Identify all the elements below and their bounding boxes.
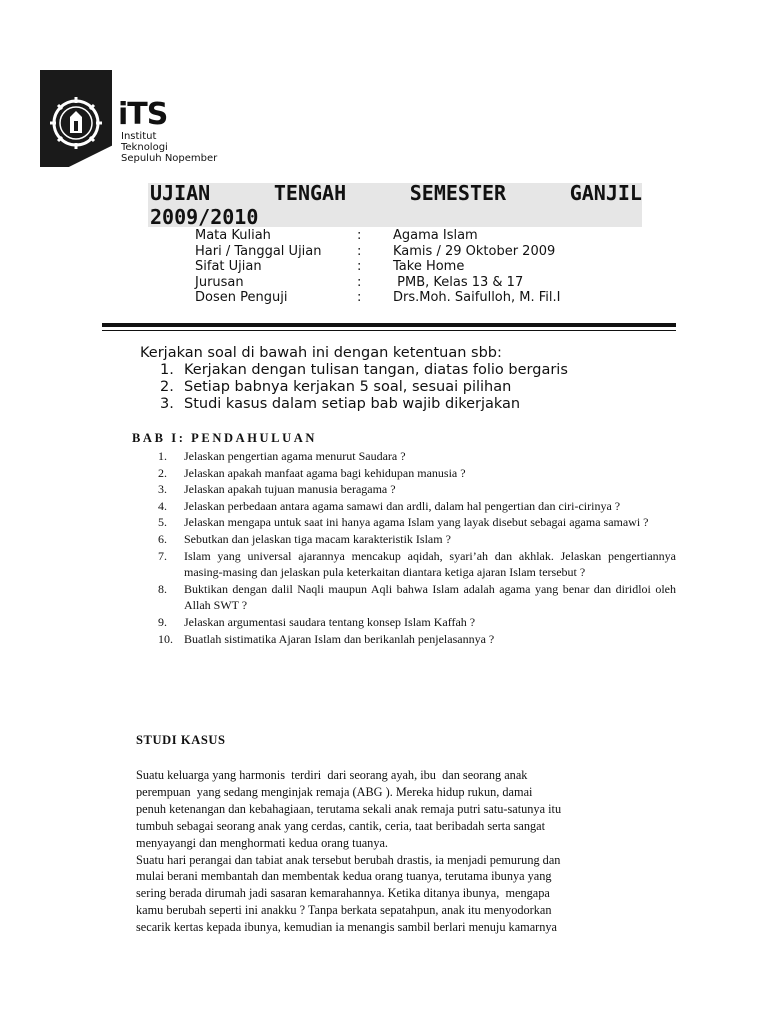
- question-item: [150, 465, 676, 482]
- info-colon: :: [357, 228, 362, 243]
- question-text: Jelaskan pengertian agama menurut Saudara ?: [184, 449, 406, 463]
- instruction-item: [160, 396, 568, 413]
- question-text: Jelaskan argumentasi saudara tentang konsep Islam Kaffah ?: [184, 614, 476, 629]
- logo-line: Teknologi: [121, 142, 168, 153]
- question-item: [150, 531, 676, 548]
- info-key: Jurusan: [195, 274, 244, 290]
- logo-line: Sepuluh Nopember: [121, 153, 218, 164]
- question-item: [150, 498, 676, 515]
- exam-info-table: [195, 228, 560, 306]
- title-word: TENGAH: [273, 181, 347, 205]
- info-colon: :: [357, 259, 362, 274]
- question-text: Jelaskan apakah manfaat agama bagi kehidupan manusia ?: [184, 465, 466, 480]
- its-wordmark: iTS: [118, 97, 168, 132]
- question-text: Jelaskan mengapa untuk saat ini hanya agama Islam yang layak disebut sebagai agama samawi ?: [184, 515, 649, 530]
- header-divider-thin: [102, 330, 676, 331]
- info-row: [195, 275, 560, 291]
- question-text: Islam yang universal ajarannya mencakup aqidah, syari’ah dan akhlak. Jelaskan pengertiannya masing-masing dan jelaskan pula keterkaitan diantara ketiga ajaran Islam tersebut ?: [184, 548, 676, 580]
- question-number: 1.: [158, 449, 167, 463]
- info-value: PMB, Kelas 13 & 17: [393, 274, 524, 290]
- question-number: 6.: [158, 531, 167, 546]
- paragraph-line: menyayangi dan menghormati kedua orang tuanya.: [136, 835, 389, 850]
- info-key: Sifat Ujian: [195, 259, 262, 274]
- question-number: 5.: [158, 515, 167, 530]
- info-value: Kamis / 29 Oktober 2009: [393, 243, 556, 259]
- info-value: Agama Islam: [393, 228, 478, 243]
- paragraph-line: perempuan yang sedang menginjak remaja (ABG ). Mereka hidup rukun, damai: [136, 784, 533, 799]
- question-text: Buktikan dengan dalil Naqli maupun Aqli bahwa Islam adalah agama yang benar dan diridloi oleh Allah SWT ?: [184, 581, 676, 613]
- info-colon: :: [357, 290, 362, 305]
- question-list: [150, 448, 676, 647]
- question-number: 9.: [158, 614, 167, 629]
- question-number: 7.: [158, 548, 167, 563]
- info-row: [195, 228, 560, 244]
- instruction-text: Studi kasus dalam setiap bab wajib dikerjakan: [184, 396, 521, 412]
- its-emblem-icon: [46, 93, 106, 153]
- exam-year: 2009/2010: [150, 205, 259, 229]
- question-item: [150, 614, 676, 631]
- instruction-number: 1.: [160, 362, 174, 378]
- info-value: Take Home: [393, 259, 465, 274]
- paragraph-line: secarik kertas kepada ibunya, kemudian ia menangis sambil berlari menuju kamarnya: [136, 920, 558, 935]
- instruction-text: Setiap babnya kerjakan 5 soal, sesuai pilihan: [184, 379, 512, 395]
- instruction-item: [160, 379, 568, 396]
- info-row: [195, 259, 560, 275]
- question-text: Jelaskan perbedaan antara agama samawi dan ardli, dalam hal pengertian dan ciri-cirinya ?: [184, 498, 621, 513]
- question-text: Jelaskan apakah tujuan manusia beragama ?: [184, 482, 396, 497]
- question-number: 2.: [158, 465, 167, 480]
- its-institution-name: [121, 131, 217, 164]
- question-number: 3.: [158, 482, 167, 497]
- instruction-number: 2.: [160, 379, 174, 395]
- info-key: Dosen Penguji: [195, 290, 288, 305]
- info-colon: :: [357, 243, 362, 259]
- title-word: GANJIL: [569, 181, 642, 205]
- info-key: Hari / Tanggal Ujian: [195, 243, 322, 259]
- paragraph-line: mulai berani membantah dan membentak kedua orang tuanya, terutama ibunya yang: [136, 869, 552, 884]
- instruction-item: [160, 362, 568, 379]
- question-item: [150, 481, 676, 498]
- instructions-list: [160, 362, 568, 413]
- title-word: UJIAN: [150, 181, 211, 205]
- info-key: Mata Kuliah: [195, 228, 271, 243]
- header-divider: [102, 323, 676, 327]
- paragraph-line: kamu berubah seperti ini anakku ? Tanpa berkata sepatahpun, anak itu menyodorkan: [136, 903, 552, 918]
- case-study-paragraph: [136, 767, 676, 936]
- question-item: [150, 548, 676, 581]
- case-study-heading: STUDI KASUS: [136, 733, 226, 747]
- paragraph-line: sering berada dirumah jadi sasaran kemarahannya. Ketika ditanya ibunya, mengapa: [136, 886, 550, 901]
- question-number: 4.: [158, 498, 167, 513]
- instruction-text: Kerjakan dengan tulisan tangan, diatas folio bergaris: [184, 362, 568, 378]
- question-text: Buatlah sistimatika Ajaran Islam dan berikanlah penjelasannya ?: [184, 631, 495, 646]
- question-item: [150, 631, 676, 648]
- question-text: Sebutkan dan jelaskan tiga macam karakteristik Islam ?: [184, 531, 451, 546]
- title-word: SEMESTER: [409, 181, 507, 205]
- question-item: [150, 581, 676, 614]
- instruction-number: 3.: [160, 396, 174, 412]
- paragraph-line: Suatu hari perangai dan tabiat anak tersebut berubah drastis, ia menjadi pemurung dan: [136, 852, 561, 867]
- info-colon: :: [357, 274, 362, 290]
- question-number: 10.: [158, 631, 173, 646]
- question-item: [150, 514, 676, 531]
- section-heading: BAB I: PENDAHULUAN: [132, 431, 318, 445]
- exam-title: [150, 181, 642, 205]
- info-row: [195, 244, 560, 260]
- paragraph-line: tumbuh sebagai seorang anak yang cerdas, cantik, ceria, taat beribadah serta sangat: [136, 818, 546, 833]
- paragraph-line: Suatu keluarga yang harmonis terdiri dari seorang ayah, ibu dan seorang anak: [136, 768, 528, 782]
- info-value: Drs.Moh. Saifulloh, M. Fil.I: [393, 290, 561, 305]
- paragraph-line: penuh ketenangan dan kebahagiaan, terutama sekali anak remaja putri satu-satunya itu: [136, 801, 562, 816]
- info-row: [195, 290, 560, 306]
- logo-line: Institut: [121, 131, 157, 142]
- question-item: [150, 448, 676, 465]
- instructions-heading: Kerjakan soal di bawah ini dengan ketentuan sbb:: [140, 345, 502, 361]
- question-number: 8.: [158, 581, 167, 596]
